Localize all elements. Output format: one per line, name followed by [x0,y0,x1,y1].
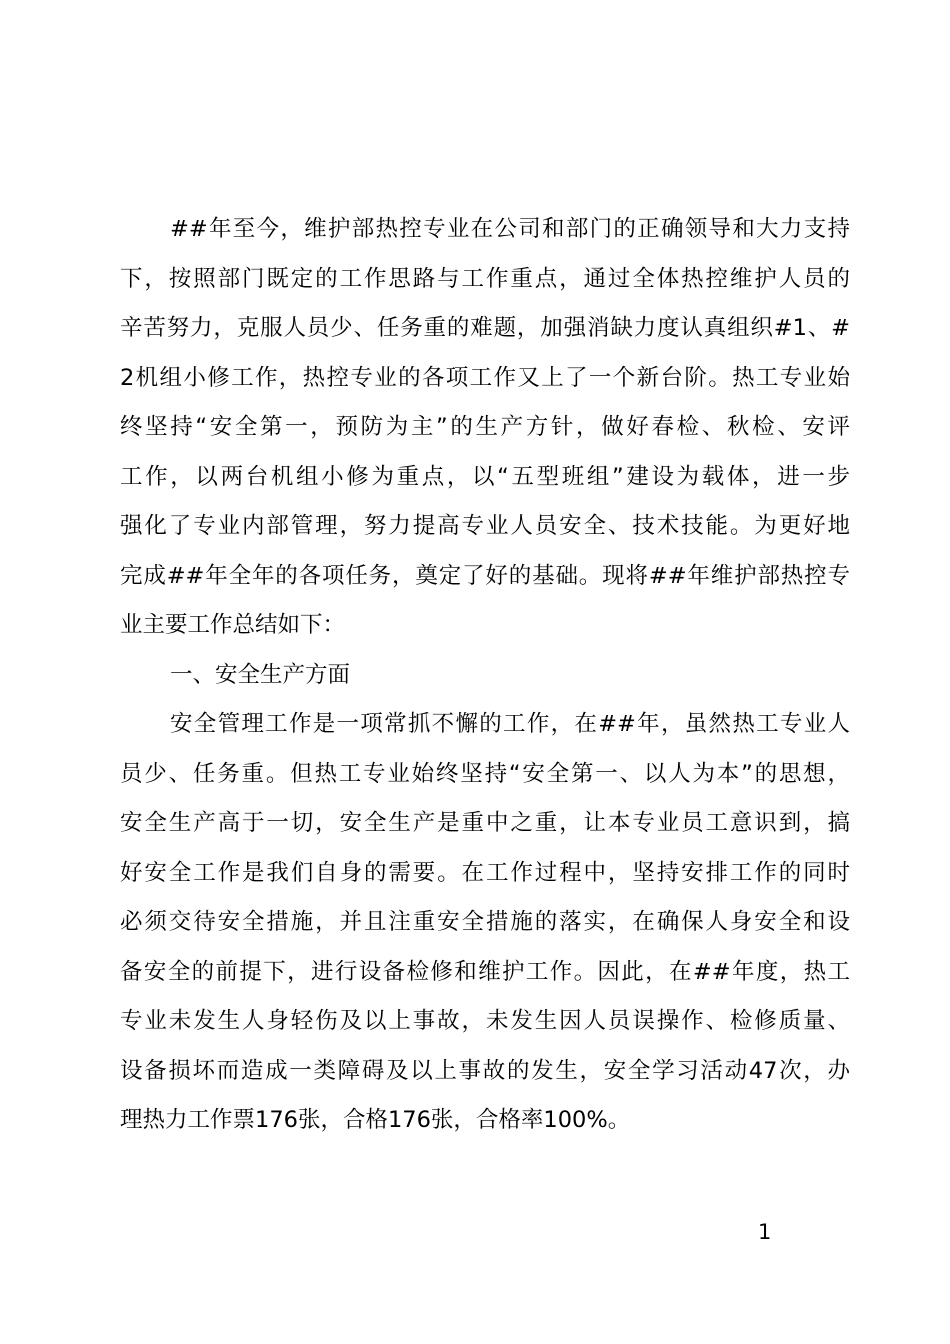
paragraph-line: 安全生产高于一切，安全生产是重中之重，让本专业员工意识到，搞 [120,810,850,836]
paragraph-line: 好安全工作是我们自身的需要。在工作过程中，坚持安排工作的同时 [120,859,850,886]
paragraph-line: 备安全的前提下，进行设备检修和维护工作。因此，在##年度，热工 [120,958,850,985]
paragraph-line: 终坚持“安全第一，预防为主”的生产方针，做好春检、秋检、安评 [120,414,850,440]
paragraph-line: 设备损坏而造成一类障碍及以上事故的发生，安全学习活动47次，办 [120,1057,850,1084]
page-number: 1 [758,1220,772,1244]
paragraph-line: 理热力工作票176张，合格176张，合格率100%。 [120,1107,631,1133]
paragraph-line: 必须交待安全措施，并且注重安全措施的落实，在确保人身安全和设 [120,909,850,935]
body-text [120,205,850,1146]
paragraph-line: 安全管理工作是一项常抓不懈的工作，在##年，虽然热工专业人 [170,711,850,737]
section-heading: 一、安全生产方面 [170,661,351,688]
paragraph-line: 专业未发生人身轻伤及以上事故，未发生因人员误操作、检修质量、 [120,1008,850,1034]
paragraph-line: 员少、任务重。但热工专业始终坚持“安全第一、以人为本”的思想， [120,760,850,787]
paragraph-line: 辛苦努力，克服人员少、任务重的难题，加强消缺力度认真组织#1、# [120,315,850,341]
paragraph-line: ##年至今，维护部热控专业在公司和部门的正确领导和大力支持 [170,216,850,242]
paragraph-line: 强化了专业内部管理，努力提高专业人员安全、技术技能。为更好地 [120,513,850,539]
paragraph-line: 工作，以两台机组小修为重点，以“五型班组”建设为载体，进一步 [120,463,850,490]
paragraph-line: 完成##年全年的各项任务，奠定了好的基础。现将##年维护部热控专 [120,562,850,589]
paragraph-line: 下，按照部门既定的工作思路与工作重点，通过全体热控维护人员的 [120,265,850,292]
paragraph-line: 2机组小修工作，热控专业的各项工作又上了一个新台阶。热工专业始 [120,364,850,391]
paragraph-line: 业主要工作总结如下： [120,612,346,638]
